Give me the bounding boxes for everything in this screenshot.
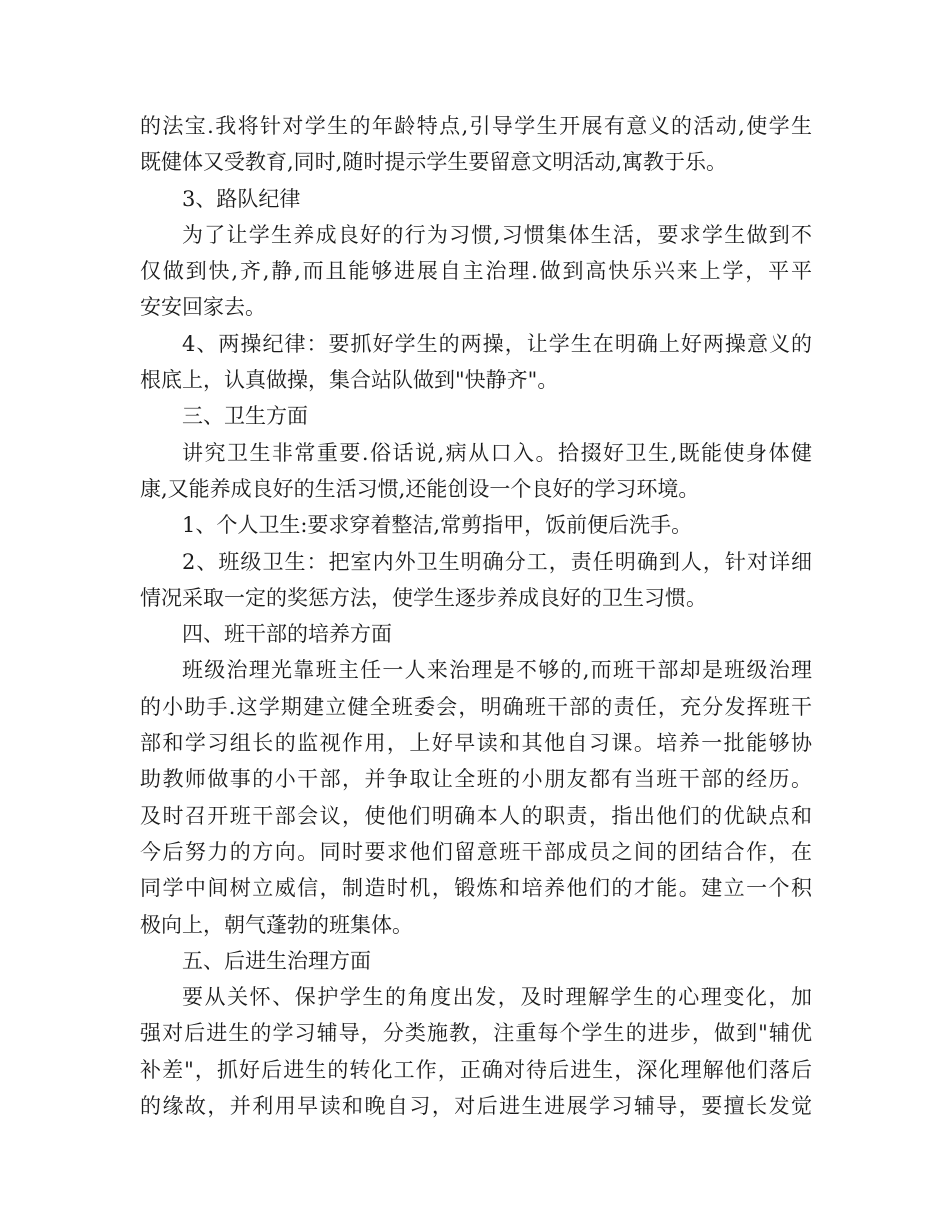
- text-line: 根底上，认真做操，集合站队做到"快静齐"。: [140, 368, 559, 393]
- text-line: 的法宝.我将针对学生的年龄特点,引导学生开展有意义的活动,使学生: [140, 114, 812, 138]
- text-line: 仅做到快,齐,静,而且能够进展自主治理.做到高快乐兴来上学，平平: [140, 259, 812, 284]
- text-line: 同学中间树立威信，制造时机，锻炼和培养他们的才能。建立一个积: [140, 876, 812, 901]
- text-line: 五、后进生治理方面: [182, 948, 371, 973]
- text-line: 补差"，抓好后进生的转化工作，正确对待后进生，深化理解他们落后: [140, 1057, 812, 1082]
- text-line: 既健体又受教育,同时,随时提示学生要留意文明活动,寓教于乐。: [140, 150, 728, 175]
- text-line: 强对后进生的学习辅导，分类施教，注重每个学生的进步，做到"辅优: [140, 1021, 812, 1046]
- text-line: 及时召开班干部会议，使他们明确本人的职责，指出他们的优缺点和: [140, 803, 812, 828]
- text-line: 2、班级卫生：把室内外卫生明确分工，责任明确到人，针对详细: [182, 549, 812, 574]
- text-line: 要从关怀、保护学生的角度出发，及时理解学生的心理变化，加: [182, 985, 812, 1010]
- text-line: 1、个人卫生:要求穿着整洁,常剪指甲，饭前便后洗手。: [182, 513, 693, 538]
- text-line: 讲究卫生非常重要.俗话说,病从口入。拾掇好卫生,既能使身体健: [182, 440, 812, 465]
- text-line: 的缘故，并利用早读和晚自习，对后进生进展学习辅导，要擅长发觉: [140, 1094, 812, 1119]
- document-body: [140, 108, 812, 1124]
- text-line: 部和学习组长的监视作用，上好早读和其他自习课。培养一批能够协: [140, 731, 812, 756]
- text-line: 极向上，朝气蓬勃的班集体。: [140, 912, 413, 937]
- text-line: 助教师做事的小干部，并争取让全班的小朋友都有当班干部的经历。: [140, 767, 812, 792]
- text-line: 四、班干部的培养方面: [182, 622, 392, 647]
- text-line: 的小助手.这学期建立健全班委会，明确班干部的责任，充分发挥班干: [140, 694, 812, 719]
- text-line: 3、路队纪律: [182, 186, 301, 211]
- text-line: 班级治理光靠班主任一人来治理是不够的,而班干部却是班级治理: [182, 658, 812, 683]
- text-line: 4、两操纪律：要抓好学生的两操，让学生在明确上好两操意义的: [182, 331, 812, 356]
- text-line: 情况采取一定的奖惩方法，使学生逐步养成良好的卫生习惯。: [140, 585, 707, 610]
- text-line: 三、卫生方面: [182, 404, 308, 429]
- text-line: 为了让学生养成良好的行为习惯,习惯集体生活，要求学生做到不: [182, 222, 812, 247]
- text-line: 康,又能养成良好的生活习惯,还能创设一个良好的学习环境。: [140, 476, 700, 501]
- text-line: 今后努力的方向。同时要求他们留意班干部成员之间的团结合作，在: [140, 839, 812, 864]
- text-line: 安安回家去。: [140, 295, 266, 320]
